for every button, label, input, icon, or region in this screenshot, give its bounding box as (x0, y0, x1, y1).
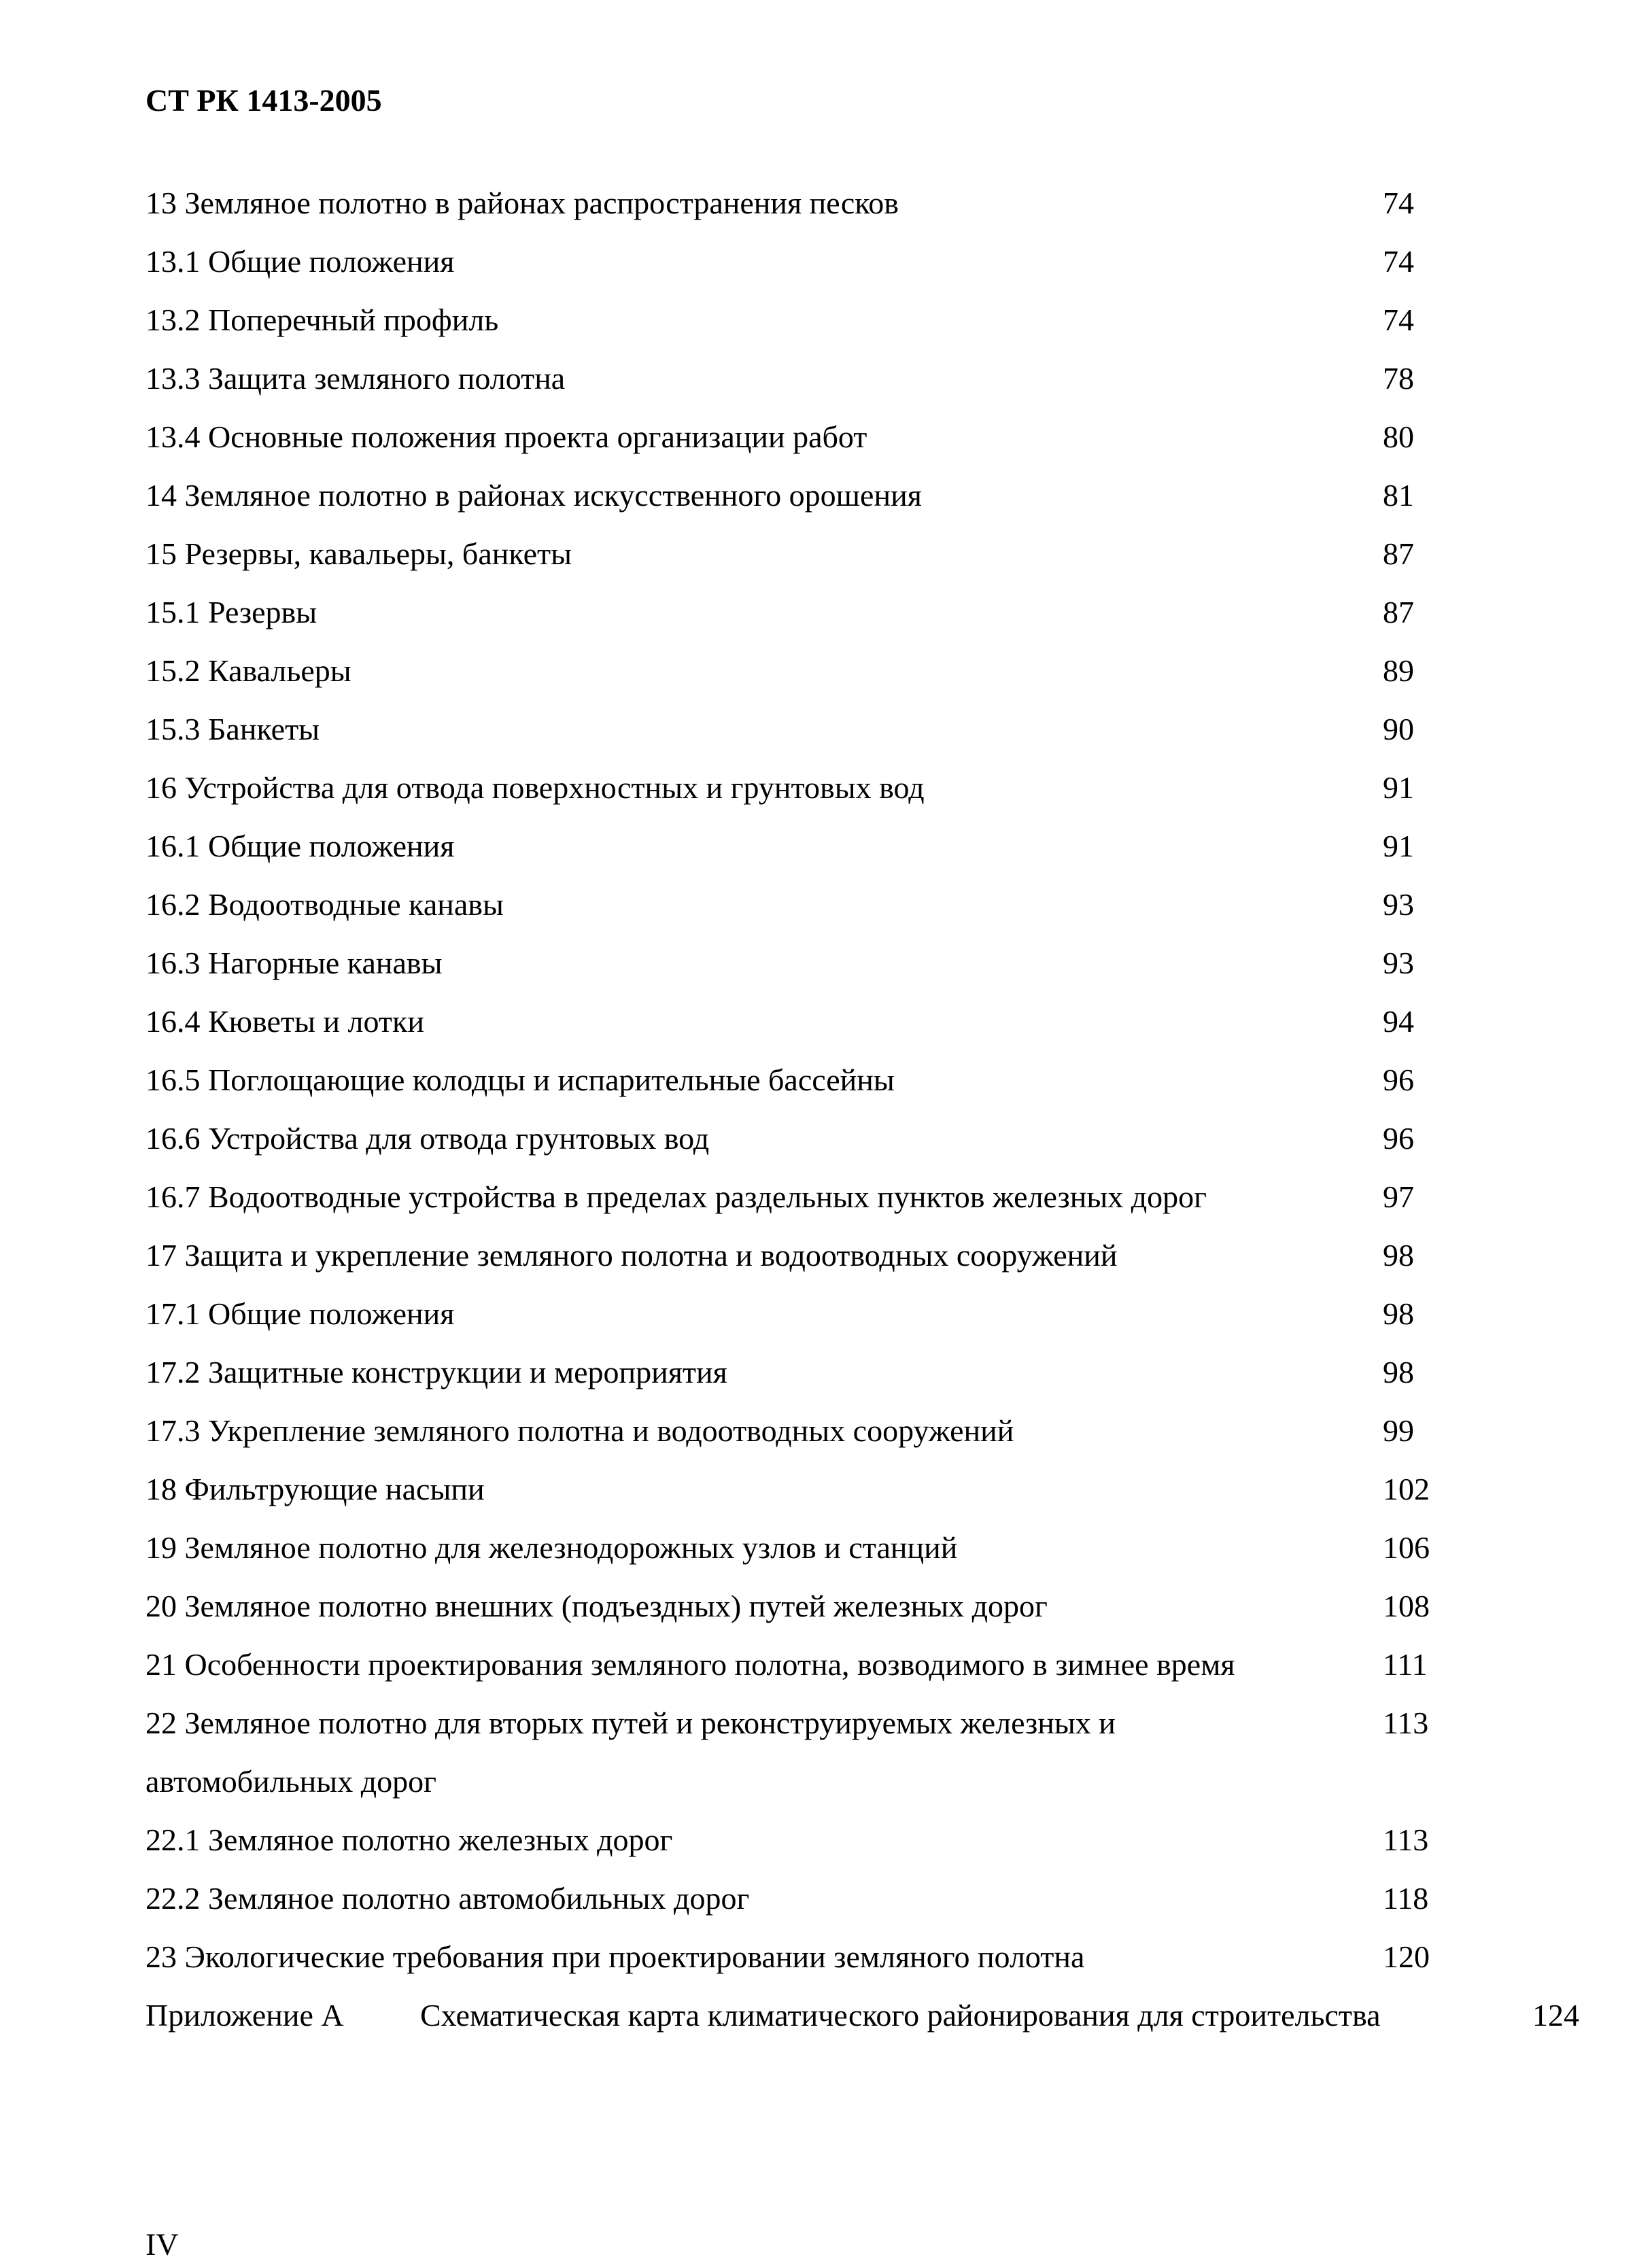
toc-entry-title: 16.6 Устройства для отвода грунтовых вод (145, 1121, 710, 1156)
toc-entry-title: 13 Земляное полотно в районах распространения песков (145, 186, 899, 220)
toc-entry-page: 96 (1383, 1062, 1414, 1097)
toc-entry (145, 583, 1466, 642)
appendix-page: 124 (1532, 1998, 1579, 2033)
toc-entry-page: 97 (1383, 1179, 1414, 1214)
toc-entry (145, 700, 1466, 759)
toc-entry (145, 876, 1466, 934)
toc-entry-title: 13.3 Защита земляного полотна (145, 361, 566, 396)
toc-entry (145, 232, 1466, 291)
toc-entry-title: 15 Резервы, кавальеры, банкеты (145, 536, 572, 571)
toc-entry (145, 408, 1466, 466)
document-code: СТ РК 1413-2005 (145, 83, 382, 118)
toc-entry-title: 19 Земляное полотно для железнодорожных узлов и станций (145, 1530, 958, 1565)
table-of-contents (145, 174, 1579, 2103)
toc-entry-page: 78 (1383, 361, 1414, 396)
toc-entry-title: 18 Фильтрующие насыпи (145, 1472, 485, 1506)
toc-entry-title: 22.2 Земляное полотно автомобильных дорог (145, 1881, 750, 1916)
toc-entry-page: 98 (1383, 1238, 1414, 1273)
toc-entry-title: 17.2 Защитные конструкции и мероприятия (145, 1355, 727, 1389)
toc-entry-page: 81 (1383, 478, 1414, 513)
toc-entry-title: 16.3 Нагорные канавы (145, 946, 443, 980)
toc-entry-page: 74 (1383, 244, 1414, 279)
toc-entry-page: 113 (1383, 1822, 1429, 1857)
page-folio: IV (145, 2227, 179, 2262)
toc-entry (145, 1577, 1466, 1636)
toc-entry-page: 91 (1383, 829, 1414, 863)
toc-entry-title: 13.1 Общие положения (145, 244, 455, 279)
toc-entry-page: 99 (1383, 1413, 1414, 1448)
toc-entry-page: 93 (1383, 946, 1414, 980)
toc-entry-page: 113 (1383, 1706, 1429, 1740)
toc-entry (145, 1811, 1466, 1869)
toc-entry-page: 102 (1383, 1472, 1430, 1506)
toc-entry-title: 16.7 Водоотводные устройства в пределах раздельных пунктов железных дорог (145, 1179, 1207, 1214)
toc-entry (145, 759, 1466, 817)
toc-entry (145, 466, 1466, 525)
toc-entry-title: 15.3 Банкеты (145, 712, 320, 746)
toc-entry (145, 1460, 1466, 1519)
toc-entry-title: 21 Особенности проектирования земляного полотна, возводимого в зимнее время (145, 1647, 1235, 1682)
toc-entry-title: 22.1 Земляное полотно железных дорог (145, 1822, 673, 1857)
toc-entry-page: 91 (1383, 770, 1414, 805)
toc-entry (145, 642, 1466, 700)
toc-entry-page: 94 (1383, 1004, 1414, 1039)
toc-entry (145, 349, 1466, 408)
toc-entry-title: 23 Экологические требования при проектировании земляного полотна (145, 1939, 1085, 1974)
appendix-label: Приложение А (145, 1998, 344, 2033)
toc-entry-page: 111 (1383, 1647, 1428, 1682)
toc-entry-page: 74 (1383, 302, 1414, 337)
toc-entry (145, 1519, 1466, 1577)
toc-entry-page: 93 (1383, 887, 1414, 922)
toc-entry-title: 15.1 Резервы (145, 595, 317, 629)
toc-entries-after (145, 1811, 1466, 1986)
toc-entry-page: 87 (1383, 536, 1414, 571)
toc-entry-title: 16.1 Общие положения (145, 829, 455, 863)
toc-entry-title: 16 Устройства для отвода поверхностных и грунтовых вод (145, 770, 925, 805)
toc-entry-title: 17 Защита и укрепление земляного полотна и водоотводных сооружений (145, 1238, 1118, 1273)
toc-entry-title: 20 Земляное полотно внешних (подъездных) путей железных дорог (145, 1589, 1048, 1623)
toc-entry (145, 1226, 1466, 1285)
toc-entry-page: 106 (1383, 1530, 1430, 1565)
toc-entry (145, 1343, 1466, 1402)
toc-entry-page: 98 (1383, 1296, 1414, 1331)
toc-entry-title: 13.4 Основные положения проекта организации работ (145, 419, 867, 454)
toc-entry (145, 174, 1466, 232)
toc-entry-page: 96 (1383, 1121, 1414, 1156)
toc-entry-title: 16.5 Поглощающие колодцы и испарительные бассейны (145, 1062, 895, 1097)
toc-entry (145, 934, 1466, 992)
toc-entry (145, 525, 1466, 583)
toc-entry (145, 1869, 1466, 1928)
toc-entry (145, 1285, 1466, 1343)
toc-entry-title: 13.2 Поперечный профиль (145, 302, 499, 337)
toc-appendix-a (145, 1986, 1579, 2103)
toc-entry (145, 291, 1466, 349)
toc-entry-page: 108 (1383, 1589, 1430, 1623)
toc-entry-title: 16.4 Кюветы и лотки (145, 1004, 424, 1039)
toc-entry-title: 17.1 Общие положения (145, 1296, 455, 1331)
toc-entry-page: 87 (1383, 595, 1414, 629)
toc-entry-page: 90 (1383, 712, 1414, 746)
toc-entry (145, 1168, 1466, 1226)
toc-entry-page: 80 (1383, 419, 1414, 454)
toc-entry (145, 1051, 1466, 1109)
toc-entry-title: 17.3 Укрепление земляного полотна и водоотводных сооружений (145, 1413, 1014, 1448)
toc-entry-page: 89 (1383, 653, 1414, 688)
toc-entry (145, 1636, 1466, 1694)
toc-entry-page: 74 (1383, 186, 1414, 220)
toc-entries (145, 174, 1466, 1694)
toc-entry (145, 992, 1466, 1051)
toc-entry (145, 1928, 1466, 1986)
toc-entry-22 (145, 1694, 1466, 1811)
toc-entry (145, 1109, 1466, 1168)
toc-entry-page: 120 (1383, 1939, 1430, 1974)
toc-entry-title: 22 Земляное полотно для вторых путей и реконструируемых железных и автомобильных дорог (145, 1706, 1116, 1799)
toc-entry-page: 118 (1383, 1881, 1429, 1916)
toc-entry-title: 14 Земляное полотно в районах искусственного орошения (145, 478, 922, 513)
toc-entry-title: 15.2 Кавальеры (145, 653, 351, 688)
appendix-title: Схематическая карта климатического районирования для строительства (420, 1998, 1381, 2033)
toc-entry (145, 1402, 1466, 1460)
toc-entry-title: 16.2 Водоотводные канавы (145, 887, 504, 922)
toc-entry-page: 98 (1383, 1355, 1414, 1389)
toc-entry (145, 817, 1466, 876)
